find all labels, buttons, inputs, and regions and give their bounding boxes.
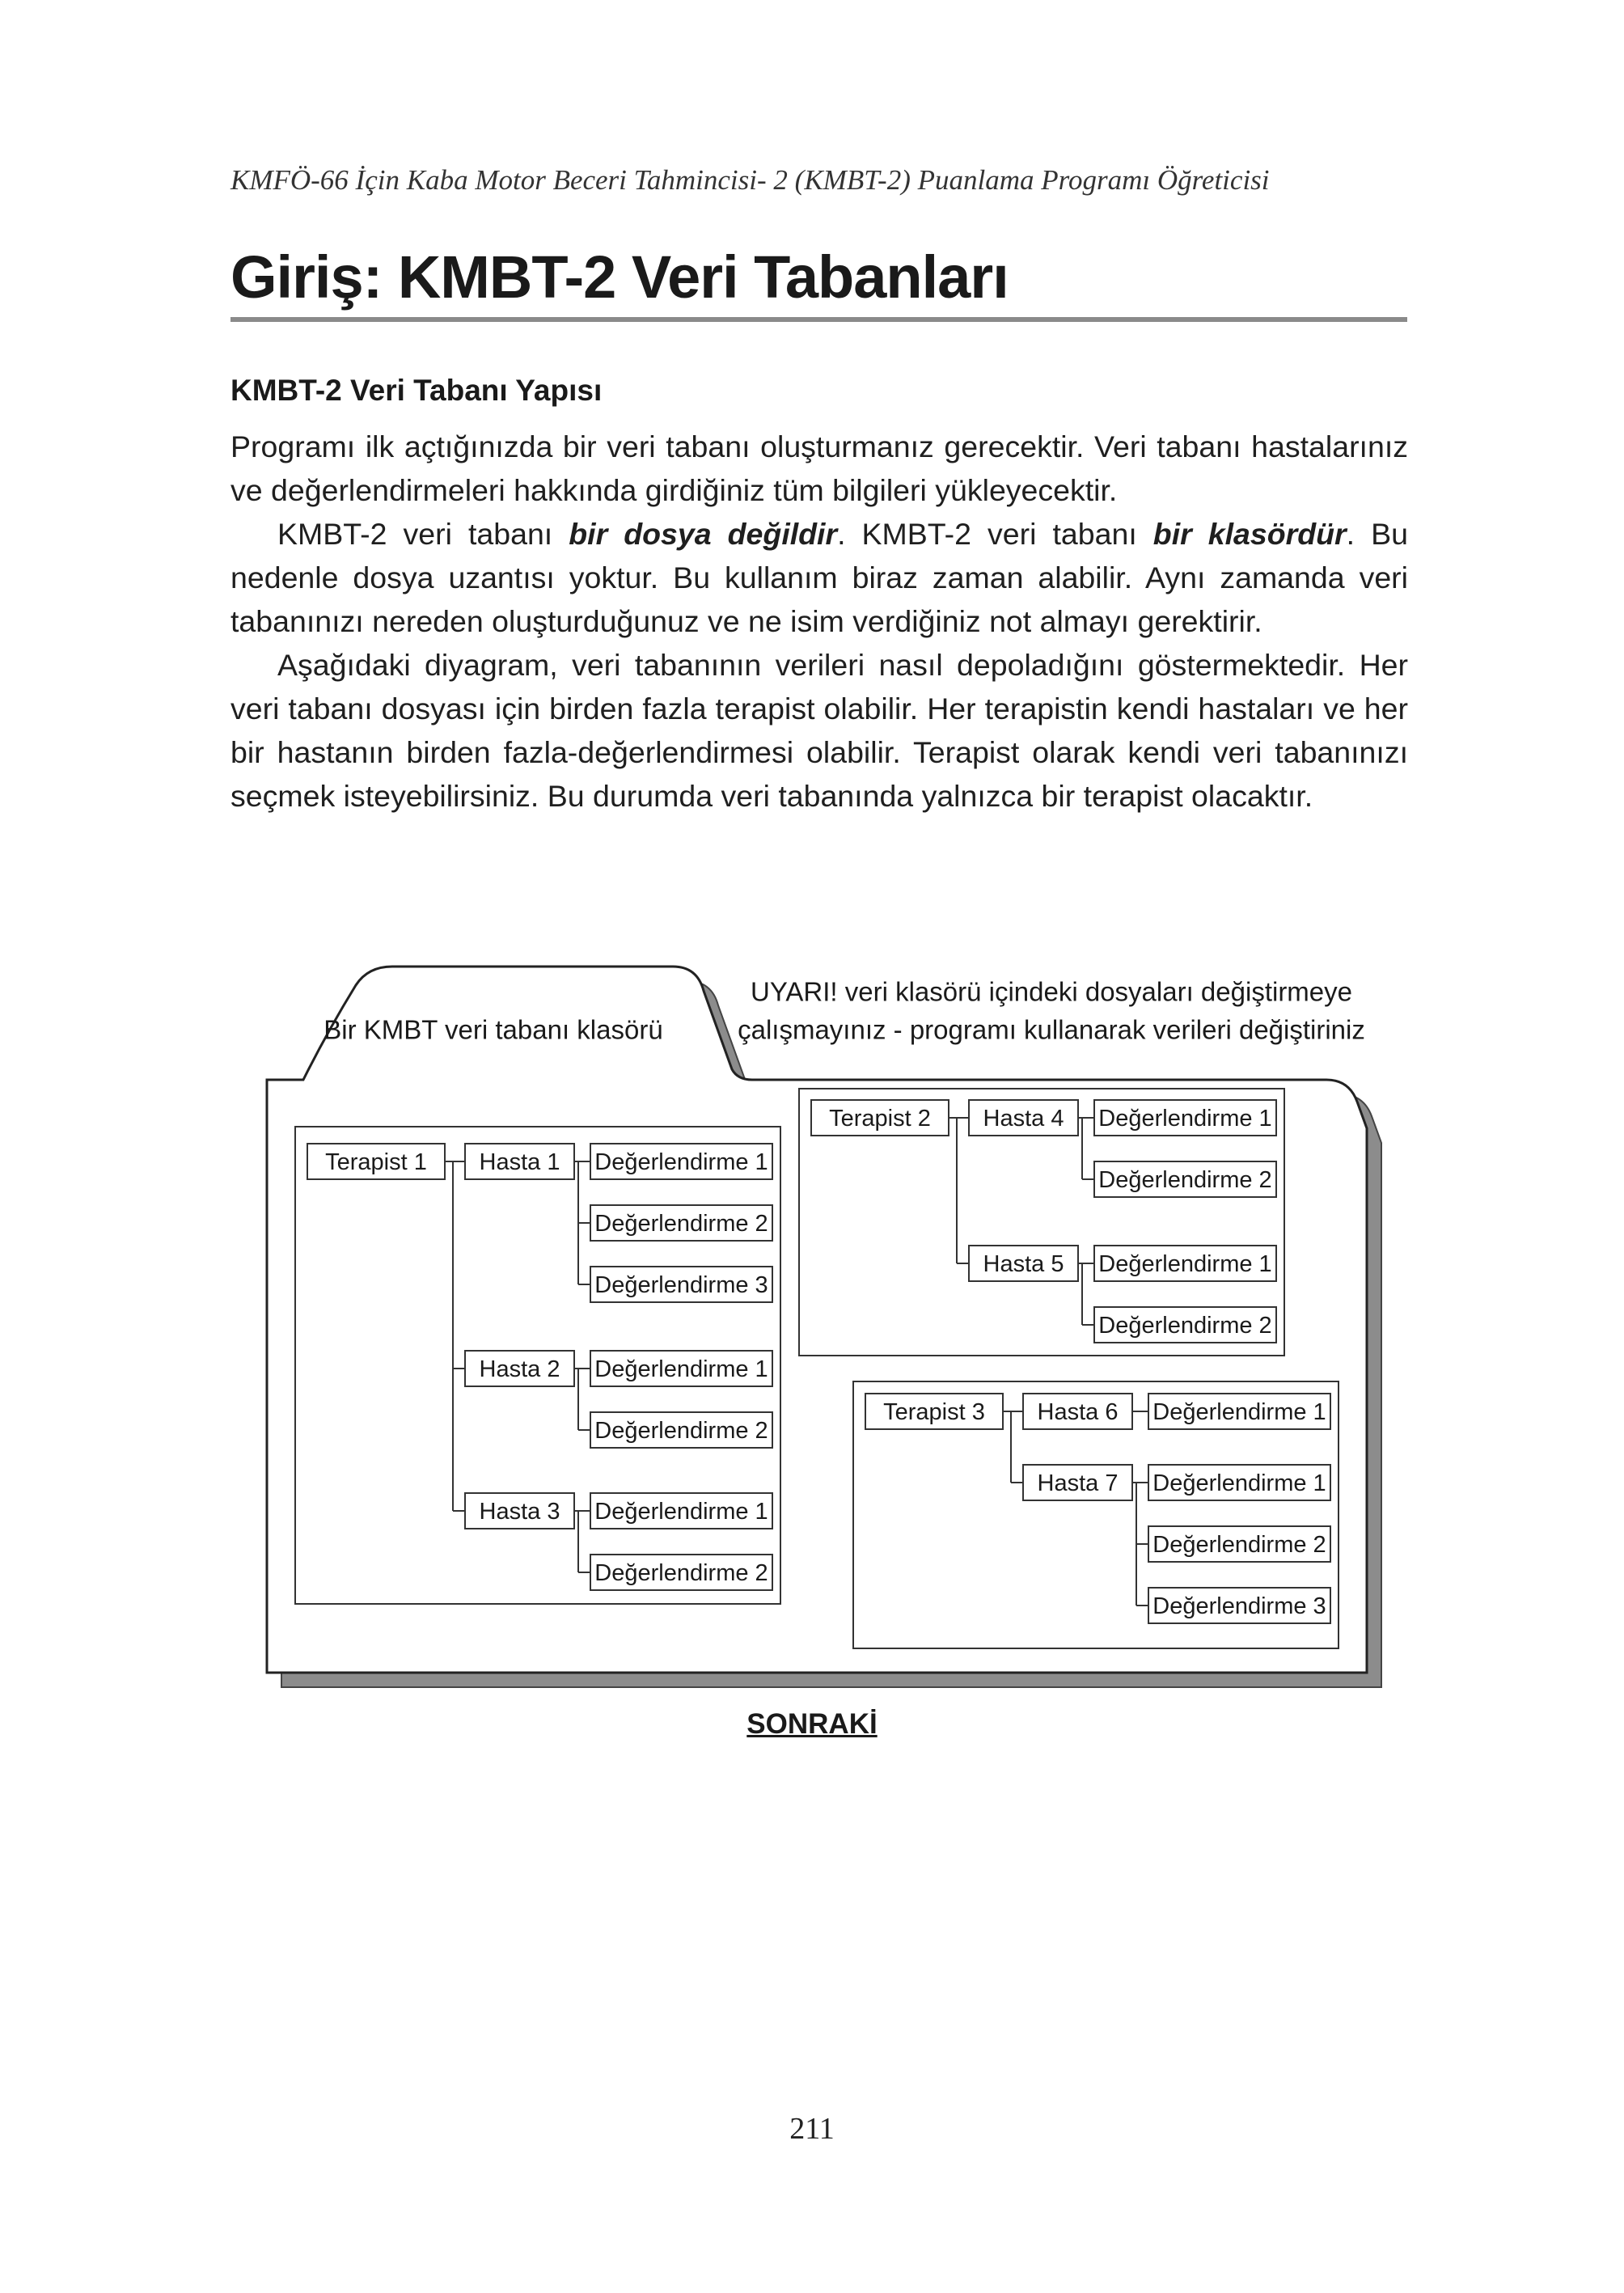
evaluation-node-label: Değerlendirme 2: [1098, 1313, 1272, 1339]
emphasis-text: bir dosya değildir: [569, 517, 838, 551]
evaluation-node-label: Değerlendirme 1: [1152, 1470, 1326, 1496]
emphasis-text: bir klasördür: [1152, 517, 1347, 551]
evaluation-node-label: Değerlendirme 2: [1098, 1167, 1272, 1193]
therapist-node-label: Terapist 2: [829, 1106, 931, 1132]
patient-node-label: Hasta 6: [1037, 1399, 1119, 1425]
evaluation-node-label: Değerlendirme 2: [594, 1418, 768, 1444]
next-link-container: [0, 1708, 1624, 1741]
page-title: Giriş: KMBT-2 Veri Tabanları: [230, 243, 1009, 311]
running-header: KMFÖ-66 İçin Kaba Motor Beceri Tahmincisi- 2 (KMBT-2) Puanlama Programı Öğreticisi: [230, 164, 1270, 196]
paragraph-text: KMBT-2 veri tabanı: [277, 517, 569, 551]
patient-node-label: Hasta 4: [983, 1106, 1064, 1132]
evaluation-node-label: Değerlendirme 1: [594, 1149, 768, 1175]
patient-node-label: Hasta 2: [479, 1356, 560, 1382]
therapist-node-label: Terapist 3: [883, 1399, 985, 1425]
evaluation-node-label: Değerlendirme 2: [594, 1211, 768, 1237]
evaluation-node-label: Değerlendirme 1: [1098, 1251, 1272, 1277]
warning-line-2: çalışmayınız - programı kullanarak verileri değiştiriniz: [738, 1014, 1365, 1045]
evaluation-node-label: Değerlendirme 1: [1152, 1399, 1326, 1425]
patient-node-label: Hasta 3: [479, 1499, 560, 1525]
next-link[interactable]: SONRAKİ: [746, 1708, 878, 1740]
evaluation-node-label: Değerlendirme 2: [1152, 1532, 1326, 1558]
patient-node-label: Hasta 5: [983, 1251, 1064, 1277]
evaluation-node-label: Değerlendirme 1: [594, 1499, 768, 1525]
evaluation-node-label: Değerlendirme 1: [594, 1356, 768, 1382]
paragraph-text: . Bu nedenle dosya uzantısı yoktur. Bu kullanım biraz zaman alabilir. Aynı zamanda veri tabanınızı nereden oluşturduğunuz ve ne isim verdiğiniz not almayı gerektirir.: [230, 517, 1408, 638]
folder-label: Bir KMBT veri tabanı klasörü: [324, 1014, 663, 1045]
paragraph-text: Programı ilk açtığınızda bir veri tabanı oluşturmanız gerecektir. Veri tabanı hastalarınız ve değerlendirmeleri hakkında girdiğiniz tüm bilgileri yükleyecektir.: [230, 429, 1408, 507]
evaluation-node-label: Değerlendirme 3: [1152, 1593, 1326, 1619]
warning-line-1: UYARI! veri klasörü içindeki dosyaları değiştirmeye: [751, 976, 1352, 1007]
therapist-node-label: Terapist 1: [325, 1149, 427, 1175]
paragraph-text: . KMBT-2 veri tabanı: [837, 517, 1153, 551]
paragraph-text: Aşağıdaki diyagram, veri tabanının verileri nasıl depoladığını göstermektedir. Her veri tabanı dosyası için birden fazla terapist olabilir. Her terapistin kendi hastaları ve her bir hastanın birden fazla-değerlendirmesi olabilir. Terapist olarak kendi veri tabanınızı seçmek isteyebilirsiniz. Bu durumda veri tabanında yalnızca bir terapist olacaktır.: [230, 648, 1408, 813]
evaluation-node-label: Değerlendirme 1: [1098, 1106, 1272, 1132]
evaluation-node-label: Değerlendirme 2: [594, 1560, 768, 1586]
page-number: 211: [789, 2112, 835, 2146]
section-heading: KMBT-2 Veri Tabanı Yapısı: [230, 374, 603, 407]
evaluation-node-label: Değerlendirme 3: [594, 1272, 768, 1298]
patient-node-label: Hasta 7: [1037, 1470, 1119, 1496]
patient-node-label: Hasta 1: [479, 1149, 560, 1175]
